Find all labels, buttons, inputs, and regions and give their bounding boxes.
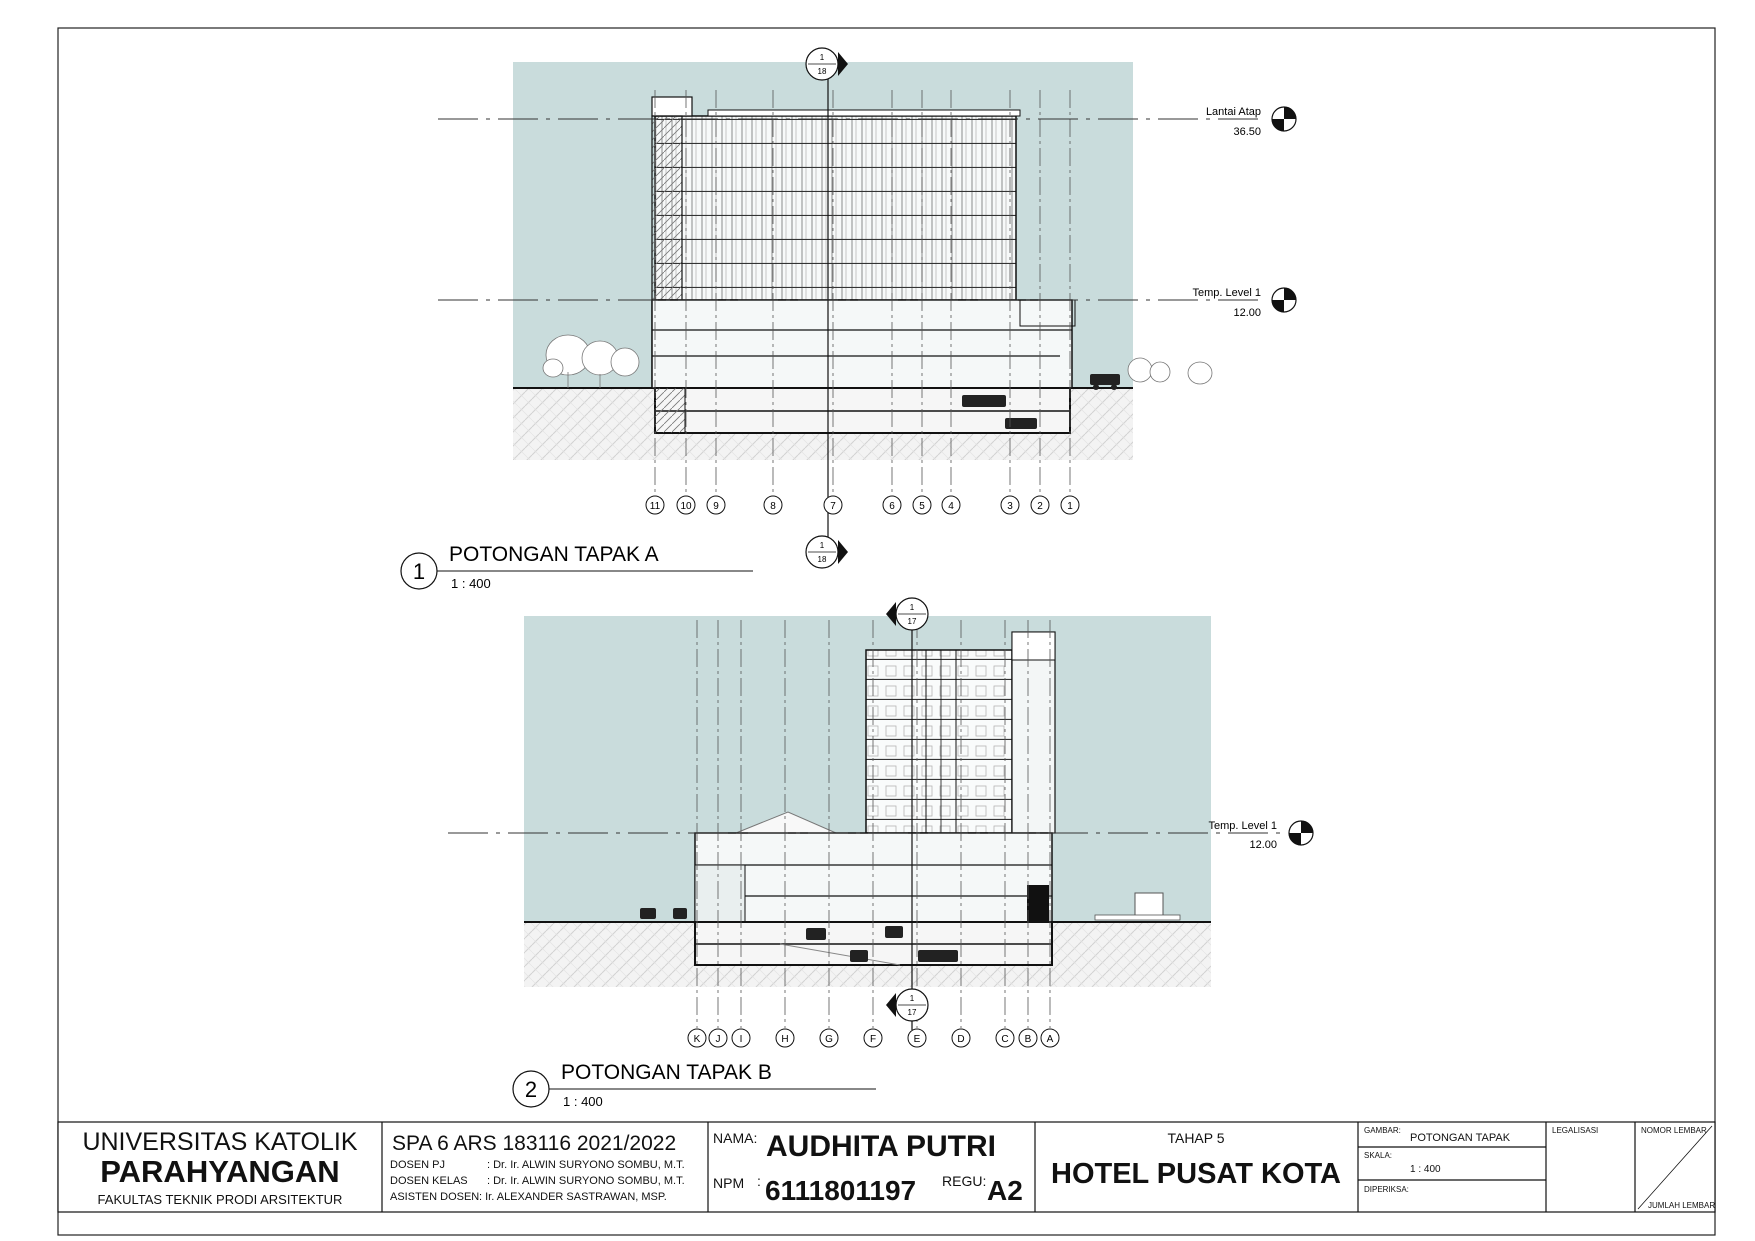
grid-a-label-7: 7 bbox=[830, 501, 836, 512]
drawing-name: POTONGAN TAPAK bbox=[1410, 1132, 1511, 1144]
section-callout-bottom-b bbox=[886, 989, 928, 1021]
view-scale-b: 1 : 400 bbox=[563, 1094, 603, 1109]
grid-a-label-3: 3 bbox=[1007, 501, 1013, 512]
university-line2: PARAHYANGAN bbox=[100, 1154, 340, 1189]
section-callout-bottom-a bbox=[806, 536, 848, 568]
view-number-a: 1 bbox=[412, 559, 426, 584]
level-elev-mid-b: 12.00 bbox=[1249, 839, 1277, 851]
grid-bubbles-a bbox=[646, 496, 1079, 514]
grid-a-label-9: 9 bbox=[713, 501, 719, 512]
grid-bubbles-b bbox=[688, 1029, 1059, 1047]
section-b-drawing bbox=[448, 610, 1280, 1030]
student-name: AUDHITA PUTRI bbox=[766, 1130, 996, 1163]
svg-text:DOSEN PJ: DOSEN PJ bbox=[390, 1159, 446, 1171]
svg-text:REGU:: REGU: bbox=[942, 1173, 987, 1189]
view-title-a bbox=[401, 543, 753, 591]
svg-text:SKALA:: SKALA: bbox=[1364, 1151, 1393, 1160]
svg-text:NPM: NPM bbox=[713, 1175, 745, 1191]
level-name-mid-b: Temp. Level 1 bbox=[1208, 820, 1277, 832]
grid-a-label-1: 1 bbox=[1067, 501, 1073, 512]
tower-a bbox=[655, 116, 1016, 300]
grid-a-label-6: 6 bbox=[889, 501, 895, 512]
service-core-b bbox=[1012, 632, 1055, 833]
view-number-b: 2 bbox=[524, 1077, 538, 1102]
sheet-count-label: JUMLAH LEMBAR bbox=[1648, 1201, 1716, 1210]
grid-b-label-G: G bbox=[825, 1034, 833, 1045]
svg-text:17: 17 bbox=[907, 1008, 917, 1017]
podium-a bbox=[652, 300, 1072, 388]
svg-text:1: 1 bbox=[909, 603, 915, 612]
grid-b-label-E: E bbox=[913, 1034, 921, 1045]
view-title-text-a: POTONGAN TAPAK A bbox=[449, 543, 659, 566]
level-marker-roof bbox=[1206, 106, 1296, 138]
project-title: HOTEL PUSAT KOTA bbox=[1051, 1158, 1341, 1190]
grid-b-label-C: C bbox=[1001, 1034, 1009, 1045]
level-marker-mid-a bbox=[1193, 287, 1296, 319]
grid-b-label-B: B bbox=[1024, 1034, 1032, 1045]
grid-a-label-2: 2 bbox=[1037, 501, 1043, 512]
svg-text:18: 18 bbox=[817, 555, 827, 564]
grid-a-label-8: 8 bbox=[770, 501, 776, 512]
svg-text:18: 18 bbox=[817, 67, 827, 76]
legalisasi-label: LEGALISASI bbox=[1552, 1126, 1599, 1135]
faculty-name: FAKULTAS TEKNIK PRODI ARSITEKTUR bbox=[97, 1192, 343, 1207]
level-elev-mid-a: 12.00 bbox=[1233, 307, 1261, 319]
section-a-drawing bbox=[438, 62, 1265, 540]
trees-right-a bbox=[1128, 358, 1212, 384]
svg-text:ASISTEN DOSEN: ASISTEN DOSEN bbox=[390, 1191, 480, 1203]
svg-text::: : bbox=[757, 1173, 761, 1189]
grid-b-label-K: K bbox=[693, 1034, 701, 1045]
title-block bbox=[58, 1122, 1715, 1212]
grid-b-label-J: J bbox=[715, 1034, 721, 1045]
stage-label: TAHAP 5 bbox=[1167, 1130, 1225, 1146]
student-npm: 6111801197 bbox=[765, 1175, 917, 1206]
university-line1: UNIVERSITAS KATOLIK bbox=[82, 1128, 358, 1156]
dosen-kelas-name: : Dr. Ir. ALWIN SURYONO SOMBU, M.T. bbox=[487, 1175, 685, 1187]
grid-b-label-F: F bbox=[869, 1034, 877, 1045]
view-scale-a: 1 : 400 bbox=[451, 576, 491, 591]
grid-b-label-A: A bbox=[1046, 1034, 1054, 1045]
course-code: SPA 6 ARS 183116 2021/2022 bbox=[392, 1132, 677, 1155]
svg-text:1: 1 bbox=[819, 541, 825, 550]
tower-b bbox=[866, 650, 1012, 833]
sheet-number-label: NOMOR LEMBAR bbox=[1641, 1126, 1707, 1135]
dosen-pj-name: : Dr. Ir. ALWIN SURYONO SOMBU, M.T. bbox=[487, 1159, 685, 1171]
grid-b-label-D: D bbox=[957, 1034, 965, 1045]
podium-b bbox=[695, 833, 1052, 922]
level-name-roof: Lantai Atap bbox=[1205, 106, 1261, 118]
student-group: A2 bbox=[987, 1175, 1023, 1206]
svg-text:17: 17 bbox=[907, 617, 917, 626]
svg-text:1: 1 bbox=[819, 53, 825, 62]
grid-a-label-5: 5 bbox=[919, 501, 925, 512]
grid-a-label-11: 11 bbox=[649, 501, 661, 512]
grid-a-label-10: 10 bbox=[680, 501, 692, 512]
grid-b-label-H: H bbox=[781, 1034, 789, 1045]
asisten-name: : Ir. ALEXANDER SASTRAWAN, MSP. bbox=[479, 1191, 667, 1203]
view-title-b bbox=[513, 1061, 876, 1109]
svg-text:1: 1 bbox=[909, 994, 915, 1003]
level-elev-roof: 36.50 bbox=[1233, 126, 1261, 138]
svg-text:NAMA:: NAMA: bbox=[713, 1130, 758, 1146]
level-marker-mid-b bbox=[1209, 820, 1313, 851]
svg-text:DIPERIKSA:: DIPERIKSA: bbox=[1364, 1185, 1409, 1194]
view-title-text-b: POTONGAN TAPAK B bbox=[561, 1061, 772, 1084]
svg-text:GAMBAR:: GAMBAR: bbox=[1364, 1126, 1401, 1135]
grid-a-label-4: 4 bbox=[948, 501, 954, 512]
svg-text:DOSEN KELAS: DOSEN KELAS bbox=[390, 1175, 468, 1187]
level-name-mid-a: Temp. Level 1 bbox=[1192, 287, 1261, 299]
drawing-scale: 1 : 400 bbox=[1410, 1164, 1441, 1175]
grid-b-label-I: I bbox=[739, 1034, 743, 1045]
